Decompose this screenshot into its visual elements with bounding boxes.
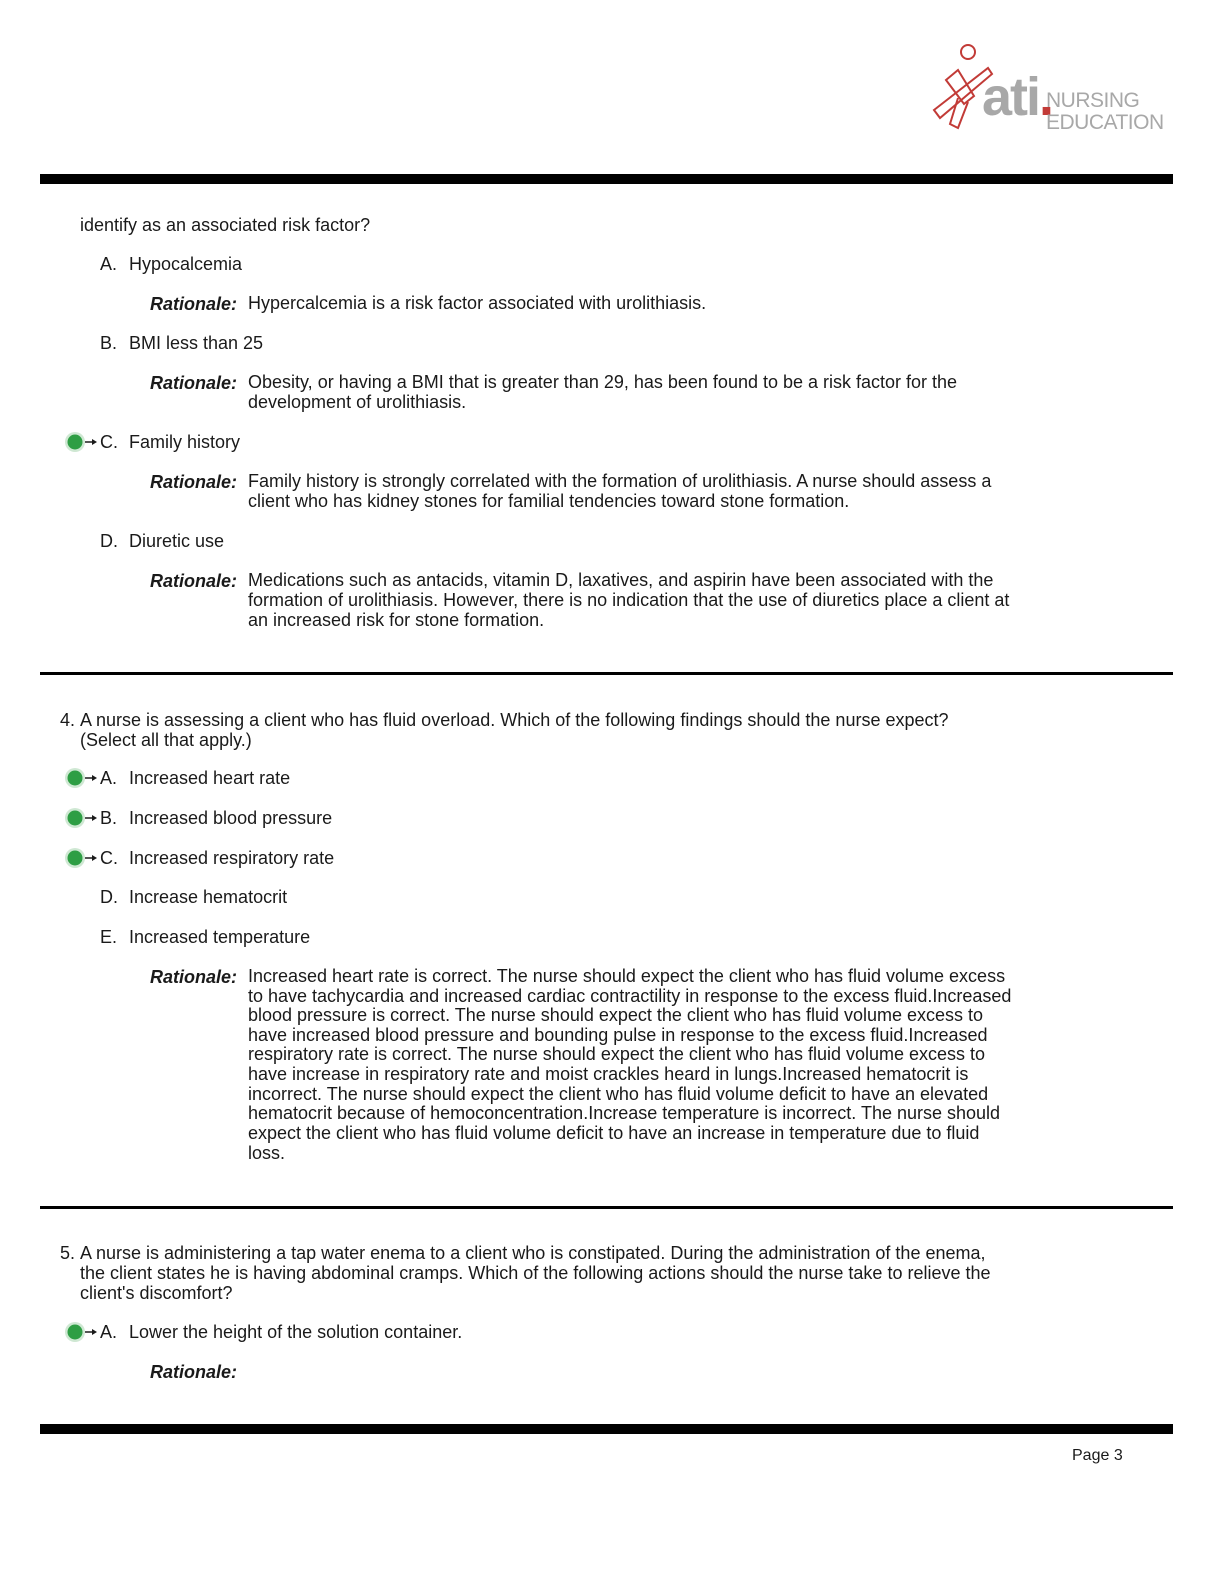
q5-number: 5. xyxy=(60,1243,76,1263)
q4-rationale-line: have increased blood pressure and bounding pulse in response to the excess fluid.Increased xyxy=(248,1025,988,1045)
footer-rule xyxy=(40,1424,1173,1434)
q5-stem: A nurse is administering a tap water enema to a client who is constipated. During the administration of the enema, xyxy=(80,1243,986,1263)
q3-option-c-rationale: client who has kidney stones for familial tendencies toward stone formation. xyxy=(248,491,850,511)
q5-stem: client's discomfort? xyxy=(80,1283,233,1303)
q3-option-a-rationale: Hypercalcemia is a risk factor associated with urolithiasis. xyxy=(248,293,707,313)
q4-rationale-line: respiratory rate is correct. The nurse should expect the client who has fluid volume excess to xyxy=(248,1044,986,1064)
question-divider xyxy=(40,1206,1173,1209)
q5-stem: the client states he is having abdominal cramps. Which of the following actions should the nurse take to relieve the xyxy=(80,1263,991,1283)
q4-option-d-letter: D. xyxy=(100,887,118,907)
q4-rationale-line: loss. xyxy=(248,1143,286,1163)
rationale-label: Rationale: xyxy=(150,472,238,492)
q4-option-b-letter: B. xyxy=(100,808,118,828)
q4-option-c-letter: C. xyxy=(100,848,118,868)
q3-stem-tail: identify as an associated risk factor? xyxy=(80,215,371,235)
q3-option-b-rationale: development of urolithiasis. xyxy=(248,392,467,412)
q3-option-d-rationale: formation of urolithiasis. However, there is no indication that the use of diuretics place a client at xyxy=(248,590,1010,610)
q4-stem: A nurse is assessing a client who has fluid overload. Which of the following findings should the nurse expect? xyxy=(80,710,949,730)
logo-nursing-text: NURSING xyxy=(1046,89,1140,112)
q4-option-a[interactable]: Increased heart rate xyxy=(129,768,291,788)
page-number: Page 3 xyxy=(1072,1447,1123,1464)
q4-option-e-letter: E. xyxy=(100,927,118,947)
q4-rationale-line: Increased heart rate is correct. The nurse should expect the client who has fluid volume excess xyxy=(248,966,1006,986)
q3-option-d-rationale: Medications such as antacids, vitamin D, laxatives, and aspirin have been associated with the xyxy=(248,570,994,590)
q4-rationale-line: to have tachycardia and increased cardiac contractility in response to the excess fluid.Increased xyxy=(248,986,1012,1006)
correct-answer-marker-icon xyxy=(62,806,98,830)
q3-option-c[interactable]: Family history xyxy=(129,432,241,452)
correct-answer-marker-icon xyxy=(62,766,98,790)
q4-rationale-line: expect the client who has fluid volume deficit to have an increase in temperature due to fluid xyxy=(248,1123,980,1143)
q4-option-d[interactable]: Increase hematocrit xyxy=(129,887,288,907)
q3-option-a[interactable]: Hypocalcemia xyxy=(129,254,243,274)
q4-rationale-line: have increase in respiratory rate and moist crackles heard in lungs.Increased hematocrit is xyxy=(248,1064,969,1084)
q4-option-a-letter: A. xyxy=(100,768,118,788)
q3-option-d-letter: D. xyxy=(100,531,118,551)
q4-option-e[interactable]: Increased temperature xyxy=(129,927,311,947)
q3-option-c-letter: C. xyxy=(100,432,118,452)
q3-option-b-rationale: Obesity, or having a BMI that is greater than 29, has been found to be a risk factor for the xyxy=(248,372,958,392)
correct-answer-marker-icon xyxy=(62,430,98,454)
header-rule xyxy=(40,174,1173,184)
logo-ati-text: ati. xyxy=(982,67,1053,127)
ati-logo xyxy=(928,40,1164,140)
q4-option-c[interactable]: Increased respiratory rate xyxy=(129,848,335,868)
q4-option-b[interactable]: Increased blood pressure xyxy=(129,808,333,828)
q5-option-a[interactable]: Lower the height of the solution container. xyxy=(129,1322,463,1342)
rationale-label: Rationale: xyxy=(150,373,238,393)
rationale-label: Rationale: xyxy=(150,294,238,314)
q4-stem: (Select all that apply.) xyxy=(80,730,252,750)
q4-number: 4. xyxy=(60,710,76,730)
q3-option-d[interactable]: Diuretic use xyxy=(129,531,225,551)
logo-education-text: EDUCATION xyxy=(1046,111,1164,134)
q4-rationale-line: blood pressure is correct. The nurse should expect the client who has fluid volume excess to xyxy=(248,1005,984,1025)
q3-option-a-letter: A. xyxy=(100,254,118,274)
correct-answer-marker-icon xyxy=(62,846,98,870)
q3-option-c-rationale: Family history is strongly correlated with the formation of urolithiasis. A nurse should assess a xyxy=(248,471,992,491)
q4-rationale-line: hematocrit because of hemoconcentration.Increase temperature is incorrect. The nurse should xyxy=(248,1103,1001,1123)
rationale-label: Rationale: xyxy=(150,571,238,591)
correct-answer-marker-icon xyxy=(62,1320,98,1344)
q3-option-b-letter: B. xyxy=(100,333,118,353)
q5-option-a-letter: A. xyxy=(100,1322,118,1342)
question-divider xyxy=(40,672,1173,675)
rationale-label: Rationale: xyxy=(150,967,238,987)
q3-option-d-rationale: an increased risk for stone formation. xyxy=(248,610,545,630)
q4-rationale-line: incorrect. The nurse should expect the client who has fluid volume deficit to have an elevated xyxy=(248,1084,989,1104)
q3-option-b[interactable]: BMI less than 25 xyxy=(129,333,264,353)
rationale-label: Rationale: xyxy=(150,1362,238,1382)
